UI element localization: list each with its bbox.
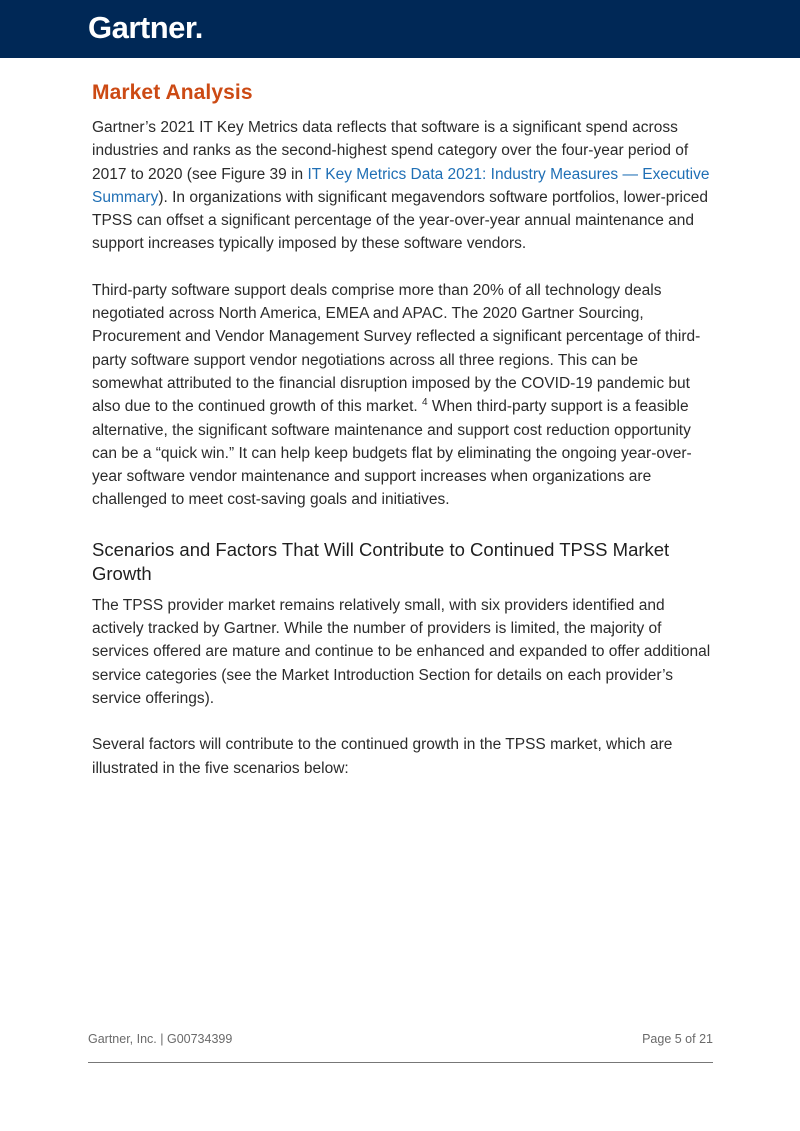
it-key-metrics-link[interactable]: IT Key Metrics Data 2021: Industry Measures — Executive Summary [92, 165, 710, 206]
footer-page-number: Page 5 of 21 [642, 1032, 713, 1046]
page-footer [88, 1032, 713, 1052]
scenarios-paragraph-1: The TPSS provider market remains relatively small, with six providers identified and actively tracked by Gartner. While the number of providers is limited, the majority of services offered are mature and continue to be enhanced and expanded to offer additional service categories (see the Market Introduction Section for details on each provider’s service offerings). [92, 596, 711, 707]
footer-doc-id: Gartner, Inc. | G00734399 [88, 1032, 233, 1046]
header-bar [0, 0, 800, 58]
market-analysis-paragraph-1: Gartner’s 2021 IT Key Metrics data reflects that software is a significant spend across industries and ranks as the second-highest spend category over the four-year period of 2017 to 2020 (see Figure 39 in IT Key Metrics Data 2021: Industry Measures — Executive Summary). In organizations with significant megavendors software portfolios, lower-priced TPSS can offset a significant percentage of the year-over-year annual maintenance and support increases typically imposed by these software vendors. [92, 119, 710, 253]
market-analysis-paragraph-2: Third-party software support deals comprise more than 20% of all technology deals negotiated across North America, EMEA and APAC. The 2020 Gartner Sourcing, Procurement and Vendor Management Survey reflected a significant percentage of third-party software support vendor negotiations across all three regions. This can be somewhat attributed to the financial disruption imposed by the COVID-19 pandemic but also due to the continued growth of this market. $^4$ When third-party support is a feasible alternative, the significant software maintenance and support cost reduction opportunity can be a “quick win.” It can help keep budgets flat by eliminating the ongoing year-over-year software vendor maintenance and support increases when organizations are challenged to meet cost-saving goals and initiatives. [92, 281, 701, 509]
section-title: Market Analysis [92, 81, 253, 104]
subsection-title: Scenarios and Factors That Will Contribute to Continued TPSS Market Growth [92, 538, 670, 584]
logo-text: Gartner [88, 10, 195, 45]
logo-dot: . [194, 10, 203, 45]
footnote-ref[interactable]: 4 [422, 397, 428, 409]
gartner-logo [88, 9, 203, 47]
page-content [92, 78, 712, 780]
footer-divider [88, 1062, 713, 1063]
scenarios-paragraph-2: Several factors will contribute to the continued growth in the TPSS market, which are illustrated in the five scenarios below: [92, 736, 673, 777]
